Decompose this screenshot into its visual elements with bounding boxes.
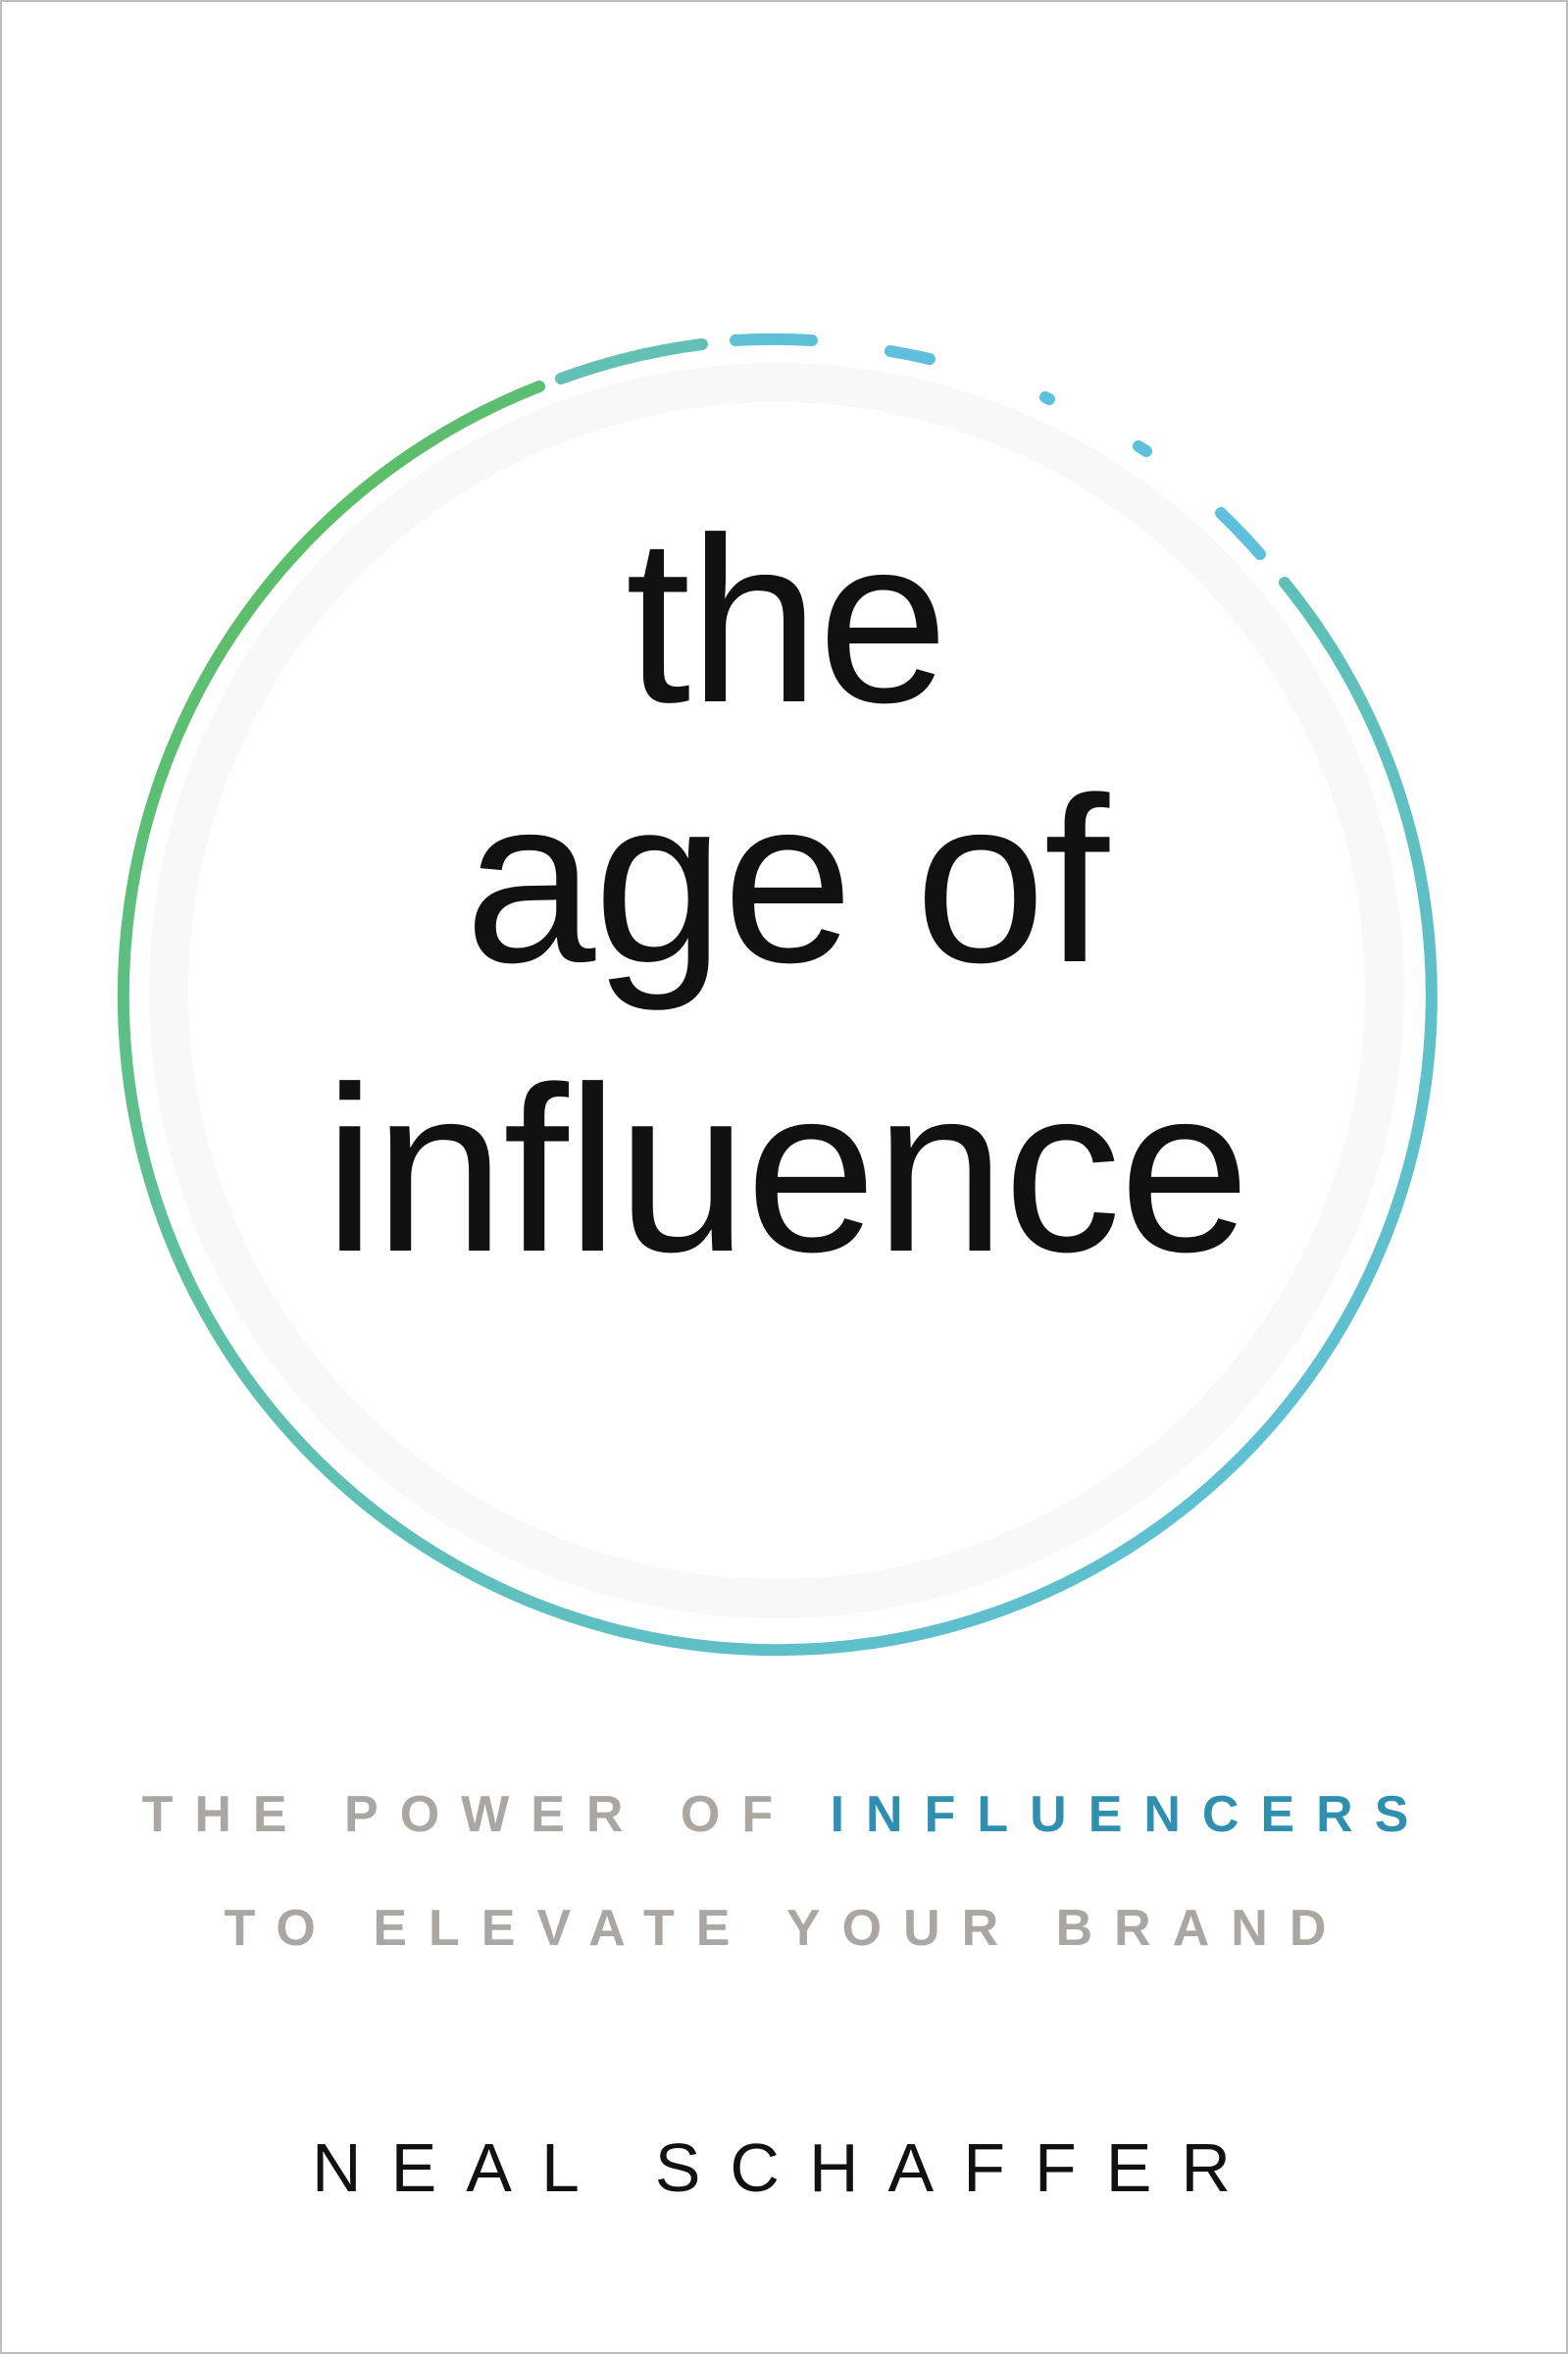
title-line-age-of: age of [464, 748, 1108, 1011]
author-name: NEAL SCHAFFER [312, 2129, 1260, 2206]
subtitle-line-2: TO ELEVATE YOUR BRAND [224, 1900, 1348, 1957]
subtitle-muted-text: THE POWER OF [141, 1786, 795, 1843]
subtitle-accent-text: INFLUENCERS [830, 1786, 1431, 1843]
title-line-the: the [625, 488, 947, 751]
title-line-influence: influence [324, 1038, 1248, 1301]
subtitle-line-1 [2, 1785, 1568, 1844]
